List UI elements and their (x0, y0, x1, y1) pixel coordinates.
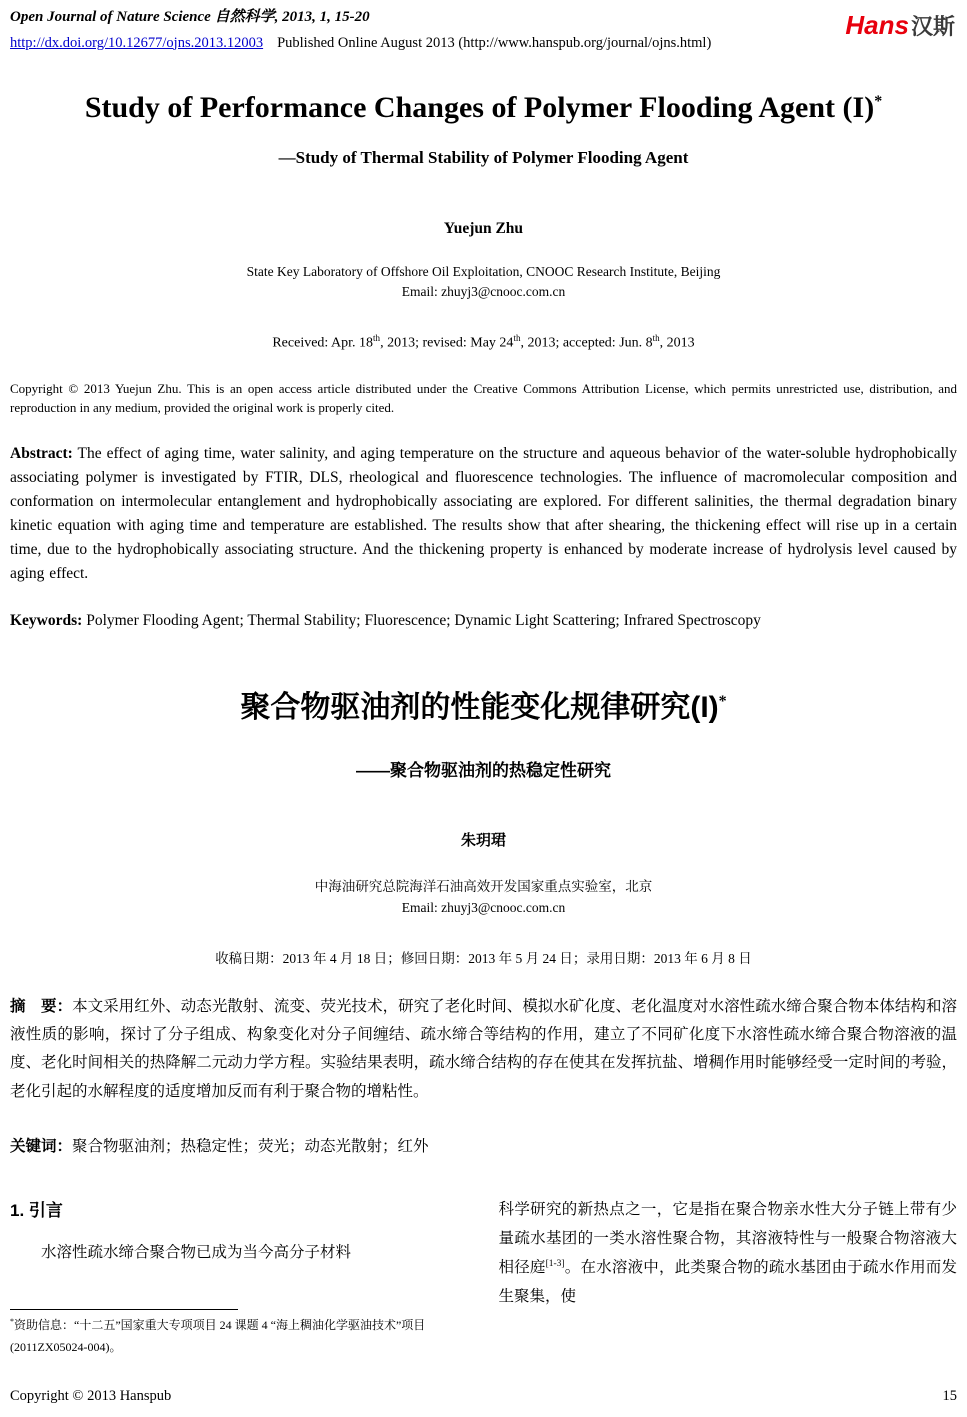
citation-reference: [1-3] (545, 1258, 565, 1269)
title-footnote-marker: * (874, 92, 883, 110)
section-heading-introduction: 1. 引言 (10, 1200, 63, 1220)
abstract-label-chinese: 摘 要： (10, 997, 73, 1015)
affiliation-english (10, 262, 957, 304)
journal-info (10, 8, 711, 52)
article-title-chinese-text: 聚合物驱油剂的性能变化规律研究(I) (240, 690, 719, 724)
journal-title-line: Open Journal of Nature Science 自然科学, 2013, 1, 15-20 (10, 9, 370, 25)
keywords-label-chinese: 关键词： (10, 1137, 73, 1155)
email-line-chinese: Email: zhuyj3@cnooc.com.cn (401, 900, 566, 916)
keywords-text-chinese: 聚合物驱油剂；热稳定性；荧光；动态光散射；红外 (72, 1137, 429, 1155)
affiliation-line: State Key Laboratory of Offshore Oil Exploitation, CNOOC Research Institute, Beijing (246, 263, 721, 279)
article-title-english (10, 90, 957, 126)
copyright-notice: Copyright © 2013 Yuejun Zhu. This is an open access article distributed under the Creative Commons Attribution License, which permits unrestricted use, distribution, and reproduction in any medium, provided the original work is properly cited. (10, 381, 957, 415)
keywords-english (10, 612, 957, 630)
abstract-label-english: Abstract: (10, 444, 73, 462)
footer-page-number: 15 (942, 1388, 957, 1404)
keywords-label-english: Keywords: (10, 611, 83, 629)
email-line-english: Email: zhuyj3@cnooc.com.cn (401, 284, 566, 300)
hanspub-logo (845, 10, 957, 41)
body-columns (10, 1196, 957, 1359)
doi-link[interactable]: http://dx.doi.org/10.12677/ojns.2013.12003 (10, 34, 264, 51)
page-header (10, 8, 957, 52)
footer-copyright: Copyright © 2013 Hanspub (10, 1388, 172, 1404)
affiliation-line-chinese: 中海油研究总院海洋石油高效开发国家重点实验室，北京 (314, 878, 653, 894)
keywords-chinese (10, 1134, 957, 1156)
abstract-chinese (10, 993, 957, 1106)
right-column (499, 1196, 958, 1359)
keywords-text-english: Polymer Flooding Agent; Thermal Stability; Fluorescence; Dynamic Light Scattering; Infrared Spectroscopy (82, 611, 761, 629)
article-subtitle-english: —Study of Thermal Stability of Polymer Flooding Agent (278, 147, 689, 167)
author-name-english: Yuejun Zhu (443, 219, 524, 237)
abstract-text-chinese: 本文采用红外、动态光散射、流变、荧光技术，研究了老化时间、模拟水矿化度、老化温度对水溶性疏水缔合聚合物本体结构和溶液性质的影响，探讨了分子组成、构象变化对分子间缠结、疏水缔合等结构的作用，建立了不同矿化度下水溶性疏水缔合聚合物溶液的温度、老化时间相关的热降解二元动力学方程。实验结果表明，疏水缔合结构的存在使其在发挥抗盐、增稠作用时能够经受一定时间的考验，老化引起的水解程度的适度增加反而有利于聚合物的增粘性。 (10, 997, 957, 1100)
published-online-text: Published Online August 2013 (http://www.hanspub.org/journal/ojns.html) (277, 34, 712, 51)
funding-footnote (10, 1309, 469, 1358)
intro-paragraph-left: 水溶性疏水缔合聚合物已成为当今高分子材料 (41, 1243, 352, 1261)
footnote-divider (10, 1309, 238, 1310)
chinese-title-footnote-marker: * (718, 692, 727, 710)
page-footer (10, 1388, 957, 1405)
author-name-chinese: 朱玥珺 (460, 832, 506, 849)
doi-line (10, 35, 711, 52)
affiliation-chinese (10, 876, 957, 919)
received-dates-chinese: 收稿日期：2013 年 4 月 18 日；修回日期：2013 年 5 月 24 日；录用日期：2013 年 6 月 8 日 (215, 950, 752, 966)
left-column (10, 1196, 469, 1359)
hans-logo-text: Hans (845, 10, 909, 40)
article-subtitle-chinese: ——聚合物驱油剂的热稳定性研究 (356, 760, 611, 780)
hans-logo-chinese: 汉斯 (910, 14, 955, 39)
article-title-text: Study of Performance Changes of Polymer Flooding Agent (I) (84, 90, 875, 124)
received-dates-english: Received: Apr. 18th, 2013; revised: May 24th, 2013; accepted: Jun. 8th, 2013 (272, 333, 695, 351)
intro-paragraph-right: 科学研究的新热点之一，它是指在聚合物亲水性大分子链上带有少量疏水基团的一类水溶性聚合物，其溶液特性与一般聚合物溶液大相径庭[1-3]。在水溶液中，此类聚合物的疏水基团由于疏水作用而发生聚集，使 (498, 1200, 957, 1305)
abstract-english (10, 442, 957, 586)
abstract-text-english: The effect of aging time, water salinity, and aging temperature on the structure and aqueous behavior of the water-soluble hydrophobically associating polymer is investigated by FTIR, DLS, rheological and fluorescence technologies. The influence of macromolecular composition and conformation on intermolecular entanglement and hydrophobically associating are explored. For different salinities, the thermal degradation binary kinetic equation with aging time and temperature are established. The results show that after shearing, the thickening effect will rise up in a certain time, due to the hydrophobically associating structure. And the thickening property is enhanced by moderate increase of hydrolysis level caused by aging effect. (10, 444, 957, 582)
footnote-text: *资助信息：“十二五”国家重大专项项目 24 课题 4 “海上稠油化学驱油技术”项目(2011ZX05024-004)。 (10, 1317, 426, 1355)
article-title-chinese (10, 682, 957, 726)
footnote-marker: * (10, 1317, 14, 1327)
